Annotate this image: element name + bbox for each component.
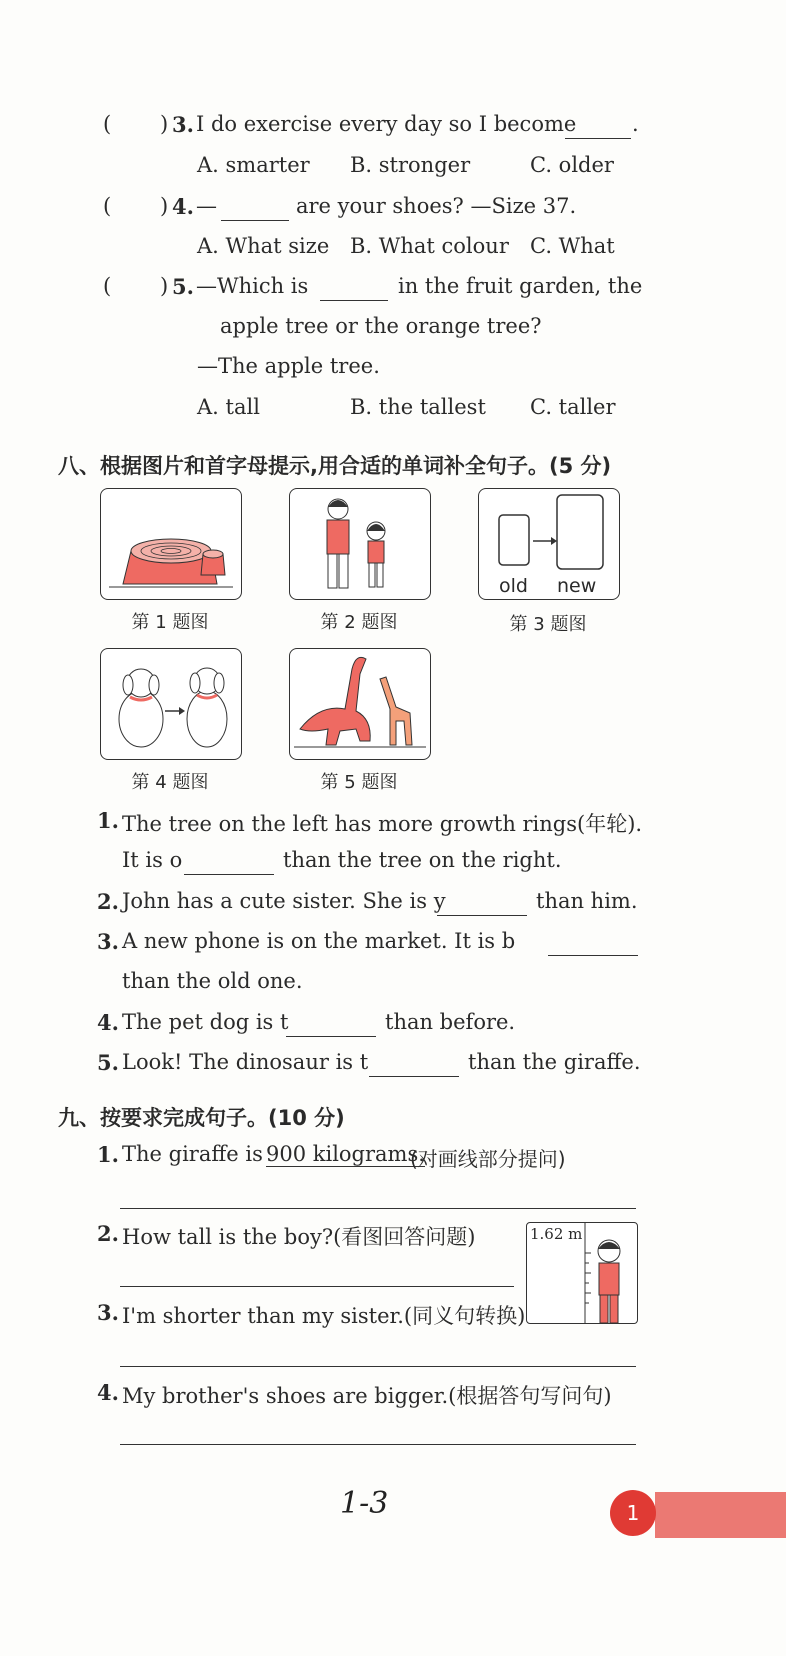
answer-paren-open: ( [103, 194, 112, 218]
option-b: B. stronger [350, 153, 471, 177]
item-text: than him. [536, 889, 638, 913]
item-number: 2. [97, 1221, 119, 1246]
question-line-2: apple tree or the orange tree? [220, 314, 542, 338]
item-text: than before. [385, 1010, 516, 1034]
label-new: new [557, 575, 597, 597]
caption-2: 第 2 题图 [320, 612, 398, 633]
item-number: 3. [97, 1300, 119, 1325]
question-stem: —Which is [196, 274, 309, 298]
caption-3: 第 3 题图 [509, 614, 587, 635]
handwritten-note: 1-3 [340, 1486, 389, 1521]
item-text: The tree on the left has more growth rings(年轮). [122, 812, 643, 836]
item-text: Look! The dinosaur is t [122, 1050, 369, 1074]
caption-5: 第 5 题图 [320, 772, 398, 793]
answer-blank[interactable] [320, 280, 388, 301]
answer-line: —The apple tree. [197, 354, 380, 378]
caption-1: 第 1 题图 [131, 612, 209, 633]
answer-blank[interactable] [369, 1056, 459, 1077]
label-old: old [499, 575, 528, 597]
section-8-title: 八、根据图片和首字母提示,用合适的单词补全句子。(5 分) [58, 454, 612, 478]
item-text: My brother's shoes are bigger.(根据答句写问句) [122, 1384, 612, 1408]
item-text: than the old one. [122, 969, 303, 993]
item-number: 1. [97, 1142, 119, 1167]
section-9-title: 九、按要求完成句子。(10 分) [58, 1106, 345, 1130]
answer-blank[interactable] [565, 118, 631, 139]
option-c: C. taller [530, 395, 616, 419]
item-number: 2. [97, 889, 119, 914]
item-text: The pet dog is t [122, 1010, 289, 1034]
picture-pet-dog [100, 648, 242, 760]
question-stem-end: in the fruit garden, the [398, 274, 643, 298]
item-number: 1. [97, 808, 119, 833]
item-text: John has a cute sister. She is y [122, 889, 446, 913]
answer-paren-close: ) [160, 274, 169, 298]
item-text: It is o [122, 848, 183, 872]
page-number: 1 [610, 1490, 656, 1536]
item-text: The giraffe is [122, 1142, 263, 1166]
option-a: A. tall [197, 395, 260, 419]
question-stem: I do exercise every day so I become [196, 112, 577, 136]
picture-brother-sister [289, 488, 431, 600]
question-stem-end: . [632, 112, 639, 136]
picture-boy-height [526, 1222, 638, 1324]
answer-line[interactable] [120, 1366, 636, 1367]
question-number: 4. [172, 194, 194, 219]
question-number: 5. [172, 274, 194, 299]
item-text: A new phone is on the market. It is b [122, 929, 516, 953]
answer-paren-close: ) [160, 194, 169, 218]
answer-paren-open: ( [103, 112, 112, 136]
caption-4: 第 4 题图 [131, 772, 209, 793]
answer-paren-close: ) [160, 112, 169, 136]
item-text: than the giraffe. [468, 1050, 641, 1074]
item-number: 4. [97, 1380, 119, 1405]
option-b: B. the tallest [350, 395, 486, 419]
answer-blank[interactable] [437, 895, 527, 916]
option-b: B. What colour [350, 234, 509, 258]
item-instruction: (对画线部分提问) [410, 1147, 566, 1171]
answer-line[interactable] [120, 1208, 636, 1209]
item-number: 3. [97, 929, 119, 954]
item-number: 5. [97, 1050, 119, 1075]
answer-blank[interactable] [221, 200, 289, 221]
picture-dinosaur-giraffe [289, 648, 431, 760]
item-text: than the tree on the right. [283, 848, 562, 872]
picture-tree-stumps [100, 488, 242, 600]
option-c: C. What [530, 234, 615, 258]
answer-line[interactable] [120, 1286, 514, 1287]
item-number: 4. [97, 1010, 119, 1035]
option-a: A. What size [197, 234, 330, 258]
answer-line[interactable] [120, 1444, 636, 1445]
question-number: 3. [172, 112, 194, 137]
answer-blank[interactable] [286, 1016, 376, 1037]
question-stem-end: are your shoes? —Size 37. [296, 194, 577, 218]
page-tab [655, 1492, 786, 1538]
option-c: C. older [530, 153, 614, 177]
answer-blank[interactable] [184, 854, 274, 875]
answer-blank[interactable] [548, 935, 638, 956]
item-text: I'm shorter than my sister.(同义句转换) [122, 1304, 526, 1328]
item-text: How tall is the boy?(看图回答问题) [122, 1225, 476, 1249]
answer-paren-open: ( [103, 274, 112, 298]
picture-old-new-phone [478, 488, 620, 600]
underlined-part: 900 kilograms. [266, 1142, 425, 1166]
height-label: 1.62 m [530, 1225, 583, 1243]
question-stem: — [196, 194, 217, 218]
option-a: A. smarter [197, 153, 310, 177]
